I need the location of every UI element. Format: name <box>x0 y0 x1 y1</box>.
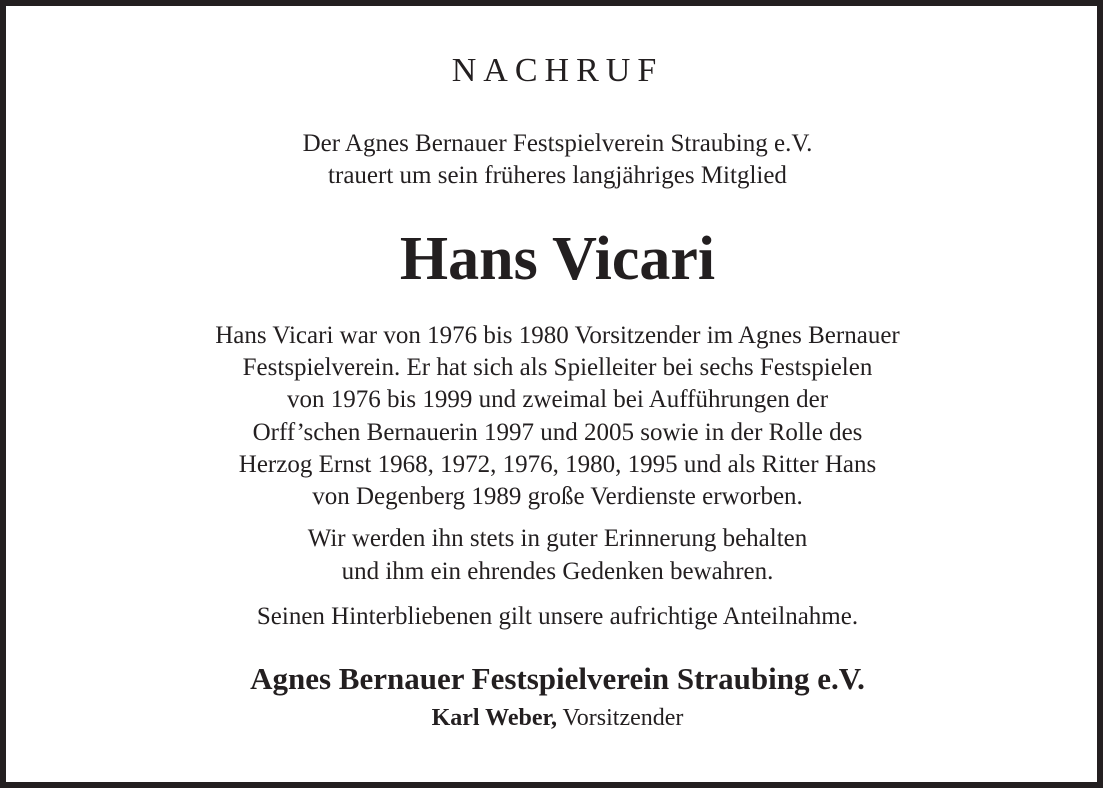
signatory-role: Vorsitzender <box>562 705 684 731</box>
deceased-name: Hans Vicari <box>399 225 716 293</box>
heading: NACHRUF <box>451 52 664 89</box>
condolence-line: Seinen Hinterbliebenen gilt unsere aufrichtige Anteilnahme. <box>256 603 859 630</box>
body-line: Orff’schen Bernauerin 1997 und 2005 sowie in der Rolle des <box>252 419 863 446</box>
body-line: Festspielverein. Er hat sich als Spielleiter bei sechs Festspielen <box>242 354 873 381</box>
signatory <box>6 705 1103 732</box>
body-line: Hans Vicari war von 1976 bis 1980 Vorsitzender im Agnes Bernauer <box>215 322 900 349</box>
intro-line-2: trauert um sein früheres langjähriges Mitglied <box>328 162 787 189</box>
body-line: von 1976 bis 1999 und zweimal bei Aufführungen der <box>286 386 829 413</box>
body-line: Herzog Ernst 1968, 1972, 1976, 1980, 1995 und als Ritter Hans <box>238 451 877 478</box>
organization-signature: Agnes Bernauer Festspielverein Straubing e.V. <box>250 661 865 696</box>
remembrance-line-2: und ihm ein ehrendes Gedenken bewahren. <box>341 558 774 585</box>
body-line: von Degenberg 1989 große Verdienste erworben. <box>312 483 803 510</box>
remembrance-line-1: Wir werden ihn stets in guter Erinnerung behalten <box>307 525 808 552</box>
signatory-name: Karl Weber, <box>431 705 557 731</box>
intro-line-1: Der Agnes Bernauer Festspielverein Straubing e.V. <box>302 130 813 157</box>
